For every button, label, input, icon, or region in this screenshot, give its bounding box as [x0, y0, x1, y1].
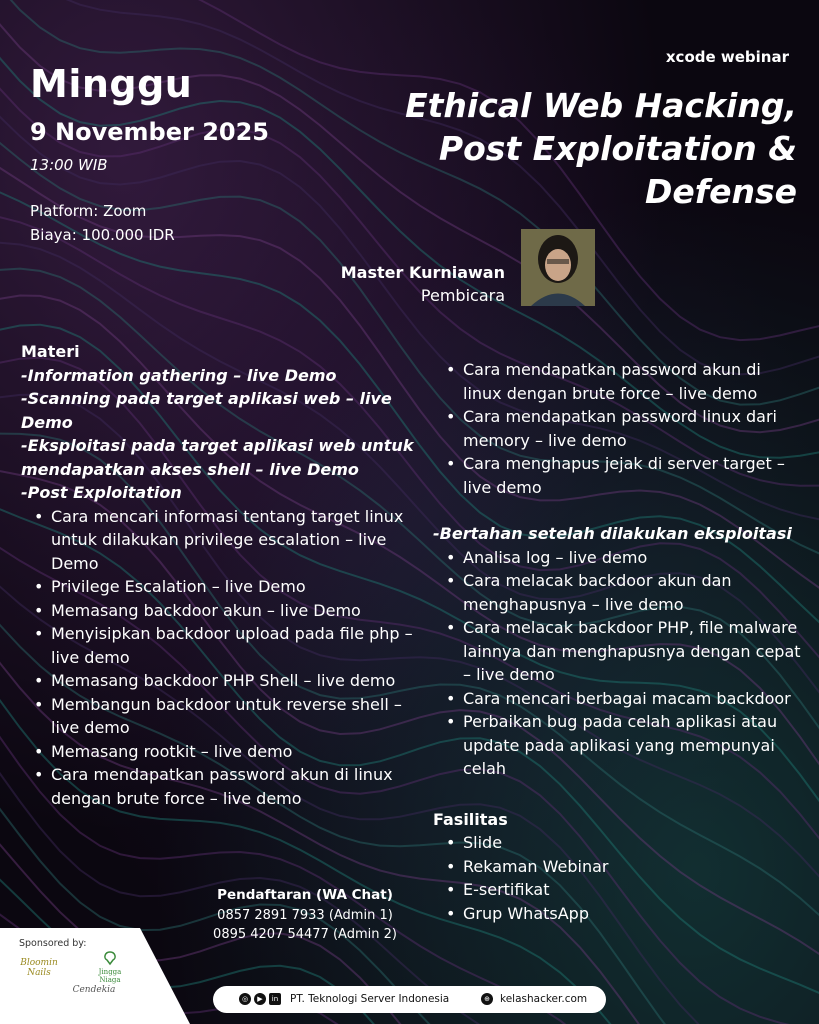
- brand-label: xcode webinar: [665, 48, 789, 66]
- speaker-photo: [521, 229, 595, 306]
- jingga-mark-icon: [101, 950, 119, 966]
- event-time: 13:00 WIB: [30, 156, 108, 174]
- materi-topic: -Scanning pada target aplikasi web – live Demo: [21, 389, 392, 432]
- title-line: Ethical Web Hacking,: [405, 86, 797, 125]
- sponsor-logo-jingga: Jingga Niaga: [88, 950, 132, 984]
- list-item: • Cara menghapus jejak di server target – live demo: [463, 452, 803, 499]
- event-day: Minggu: [30, 62, 193, 106]
- registration-heading: Pendaftaran (WA Chat): [217, 887, 393, 903]
- registration-contact[interactable]: 0895 4207 54477 (Admin 2): [213, 927, 397, 942]
- materi-topic: -Information gathering – live Demo: [21, 365, 337, 385]
- list-item: • Cara melacak backdoor PHP, file malware lainnya dan menghapusnya dengan cepat – live demo: [463, 616, 803, 687]
- materi-right-column: [433, 358, 803, 925]
- event-date: 9 November 2025: [30, 118, 270, 146]
- post-exploitation-list: [21, 505, 421, 811]
- list-item: • Memasang backdoor akun – live Demo: [51, 599, 421, 623]
- sponsor-logo-cendekia: Cendekia: [72, 985, 116, 995]
- materi-topic: -Eksploitasi pada target aplikasi web untuk mendapatkan akses shell – live Demo: [21, 436, 414, 479]
- list-item: • Privilege Escalation – live Demo: [51, 575, 421, 599]
- materi-left-column: [21, 340, 421, 810]
- sponsor-label: Sponsored by:: [19, 938, 87, 949]
- post-exploitation-continued-list: [433, 358, 803, 499]
- sponsor-logo-bloomin: Bloomin Nails: [20, 958, 58, 978]
- fasilitas-list: [433, 831, 803, 925]
- list-item: • Cara mendapatkan password linux dari memory – live demo: [463, 405, 803, 452]
- materi-heading: Materi: [21, 342, 80, 361]
- list-item: • Memasang rootkit – live demo: [51, 740, 421, 764]
- speaker-name: Master Kurniawan: [340, 263, 505, 282]
- list-item: • Memasang backdoor PHP Shell – live demo: [51, 669, 421, 693]
- registration-contact[interactable]: 0857 2891 7933 (Admin 1): [217, 907, 393, 923]
- defense-heading: -Bertahan setelah dilakukan eksploitasi: [433, 524, 792, 543]
- list-item: • Cara mencari berbagai macam backdoor: [463, 687, 803, 711]
- title-line: Defense: [644, 172, 797, 211]
- instagram-icon[interactable]: ◎: [239, 993, 251, 1005]
- speaker-role: Pembicara: [420, 286, 505, 305]
- title-line: Post Exploitation &: [438, 129, 797, 168]
- list-item: • Menyisipkan backdoor upload pada file php – live demo: [51, 622, 421, 669]
- list-item: • Membangun backdoor untuk reverse shell – live demo: [51, 693, 421, 740]
- list-item: • Cara mendapatkan password akun di linux dengan brute force – live demo: [463, 358, 803, 405]
- list-item: • E-sertifikat: [463, 878, 803, 902]
- registration-block: [205, 886, 405, 945]
- webinar-title: [337, 84, 797, 213]
- footer-bar: [213, 986, 606, 1013]
- website-link[interactable]: kelashacker.com: [500, 993, 588, 1005]
- list-item: • Cara mencari informasi tentang target linux untuk dilakukan privilege escalation – live Demo: [51, 505, 421, 576]
- event-platform: Platform: Zoom: [30, 202, 147, 220]
- fasilitas-heading: Fasilitas: [433, 809, 508, 829]
- list-item: • Analisa log – live demo: [463, 546, 803, 570]
- list-item: • Grup WhatsApp: [463, 902, 803, 926]
- materi-topic: -Post Exploitation: [21, 483, 182, 502]
- defense-list: [433, 546, 803, 781]
- linkedin-icon[interactable]: in: [269, 993, 281, 1005]
- list-item: • Slide: [463, 831, 803, 855]
- event-price: Biaya: 100.000 IDR: [30, 226, 175, 244]
- list-item: • Perbaikan bug pada celah aplikasi atau update pada aplikasi yang mempunyai celah: [463, 710, 803, 781]
- company-name: PT. Teknologi Server Indonesia: [290, 993, 450, 1005]
- globe-icon: ⊕: [481, 993, 493, 1005]
- list-item: • Rekaman Webinar: [463, 855, 803, 879]
- list-item: • Cara mendapatkan password akun di linux dengan brute force – live demo: [51, 763, 421, 810]
- list-item: • Cara melacak backdoor akun dan menghapusnya – live demo: [463, 569, 803, 616]
- youtube-icon[interactable]: ▶: [254, 993, 266, 1005]
